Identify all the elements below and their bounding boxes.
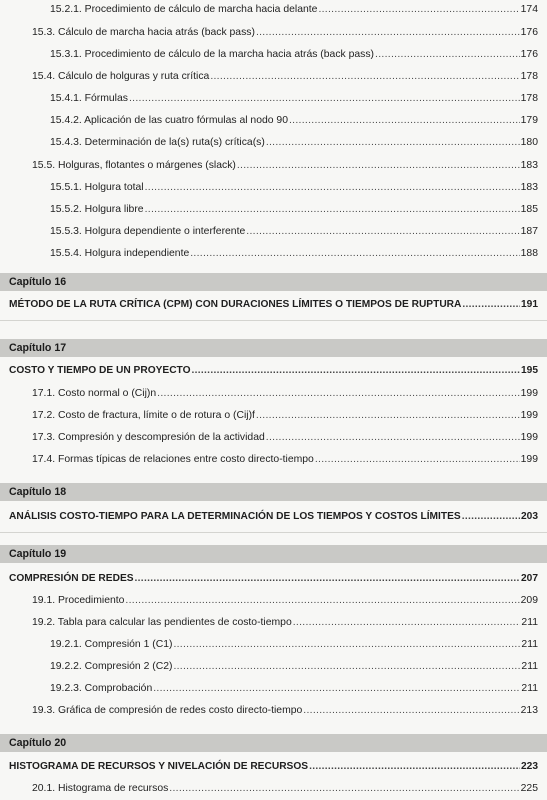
toc-entry-15-5-4 [50,247,538,261]
toc-entry-15-4-2 [50,114,538,128]
section-divider [0,532,547,533]
toc-entry-chapter-17 [9,364,538,378]
chapter-header-19: Capítulo 19 [0,545,547,563]
entry-title: COMPRESIÓN DE REDES [9,573,134,584]
entry-page-number: 203 [521,511,538,522]
entry-title: 17.1. Costo normal o (Cij)n [32,388,157,399]
toc-entry-chapter-18 [9,510,538,524]
entry-page-number: 207 [521,573,538,584]
entry-page-number: 213 [520,705,538,716]
toc-entry-15-2-1 [50,3,538,17]
section-divider [0,320,547,321]
toc-entry-17-4 [32,453,538,467]
entry-title: 19.2.2. Compresión 2 (C2) [50,661,173,672]
entry-title: 15.4.1. Fórmulas [50,93,128,104]
entry-title: 17.3. Compresión y descompresión de la actividad [32,432,265,443]
toc-entry-chapter-20 [9,760,538,774]
entry-page-number: 187 [520,226,538,237]
entry-page-number: 176 [520,27,538,38]
chapter-header-17: Capítulo 17 [0,339,547,357]
dot-leader [210,70,519,84]
dot-leader [462,510,520,524]
toc-entry-15-4-1 [50,92,538,106]
dot-leader [318,3,519,17]
toc-entry-15-4-3 [50,136,538,150]
entry-title: 15.4.2. Aplicación de las cuatro fórmulas al nodo 90 [50,115,288,126]
entry-page-number: 174 [520,4,538,15]
entry-page-number: 199 [520,454,538,465]
entry-page-number: 179 [520,115,538,126]
entry-page-number: 178 [520,93,538,104]
dot-leader [125,594,519,608]
entry-title: 15.5.4. Holgura independiente [50,248,190,259]
entry-page-number: 199 [520,410,538,421]
entry-title: 19.3. Gráfica de compresión de redes costo directo-tiempo [32,705,303,716]
entry-title: 19.2.3. Comprobación [50,683,153,694]
toc-entry-15-5 [32,159,538,173]
toc-entry-15-3 [32,26,538,40]
chapter-header-20: Capítulo 20 [0,734,547,752]
toc-entry-15-4 [32,70,538,84]
entry-title: 19.2. Tabla para calcular las pendientes de costo-tiempo [32,617,292,628]
entry-title: 20.1. Histograma de recursos [32,783,169,794]
toc-entry-19-2 [32,616,538,630]
entry-title: 17.4. Formas típicas de relaciones entre costo directo-tiempo [32,454,314,465]
toc-entry-19-3 [32,704,538,718]
entry-title: 15.2.1. Procedimiento de cálculo de marcha hacia delante [50,4,318,15]
dot-leader [246,225,519,239]
dot-leader [309,760,520,774]
toc-entry-17-3 [32,431,538,445]
dot-leader [135,572,520,586]
entry-page-number: 211 [521,617,538,628]
toc-entry-chapter-19 [9,572,538,586]
dot-leader [315,453,520,467]
entry-title: 15.4.3. Determinación de la(s) ruta(s) crítica(s) [50,137,265,148]
dot-leader [173,638,520,652]
entry-page-number: 180 [520,137,538,148]
toc-entry-17-2 [32,409,538,423]
entry-title: HISTOGRAMA DE RECURSOS Y NIVELACIÓN DE RECURSOS [9,761,309,772]
dot-leader [293,616,521,630]
entry-title: 17.2. Costo de fractura, límite o de rotura o (Cij)f [32,410,255,421]
dot-leader [375,48,520,62]
entry-title: COSTO Y TIEMPO DE UN PROYECTO [9,365,191,376]
entry-page-number: 225 [520,783,538,794]
toc-entry-19-1 [32,594,538,608]
toc-entry-17-1 [32,387,538,401]
entry-page-number: 211 [521,639,538,650]
dot-leader [289,114,520,128]
entry-page-number: 183 [520,182,538,193]
entry-title: 19.2.1. Compresión 1 (C1) [50,639,173,650]
entry-page-number: 223 [521,761,538,772]
entry-title: 19.1. Procedimiento [32,595,125,606]
dot-leader [157,387,519,401]
entry-page-number: 191 [521,299,538,310]
entry-page-number: 209 [520,595,538,606]
dot-leader [190,247,519,261]
entry-title: 15.5.3. Holgura dependiente o interferente [50,226,246,237]
entry-title: 15.4. Cálculo de holguras y ruta crítica [32,71,210,82]
toc-entry-chapter-16 [9,298,538,312]
toc-entry-15-3-1 [50,48,538,62]
entry-page-number: 199 [520,432,538,443]
dot-leader [266,136,520,150]
toc-entry-15-5-1 [50,181,538,195]
dot-leader [266,431,520,445]
toc-entry-19-2-1 [50,638,538,652]
entry-title: ANÁLISIS COSTO-TIEMPO PARA LA DETERMINACIÓN DE LOS TIEMPOS Y COSTOS LÍMITES [9,511,461,522]
dot-leader [145,203,520,217]
toc-entry-15-5-3 [50,225,538,239]
chapter-header-18: Capítulo 18 [0,483,547,501]
entry-page-number: 188 [520,248,538,259]
entry-page-number: 211 [521,683,538,694]
entry-page-number: 195 [521,365,538,376]
entry-title: 15.5.1. Holgura total [50,182,144,193]
dot-leader [237,159,520,173]
dot-leader [303,704,519,718]
dot-leader [173,660,520,674]
entry-title: 15.5.2. Holgura libre [50,204,144,215]
toc-entry-19-2-2 [50,660,538,674]
entry-title: 15.3.1. Procedimiento de cálculo de la marcha hacia atrás (back pass) [50,49,375,60]
entry-title: MÉTODO DE LA RUTA CRÍTICA (CPM) CON DURACIONES LÍMITES O TIEMPOS DE RUPTURA [9,299,462,310]
dot-leader [256,26,520,40]
entry-page-number: 185 [520,204,538,215]
dot-leader [256,409,520,423]
entry-title: 15.3. Cálculo de marcha hacia atrás (back pass) [32,27,255,38]
dot-leader [192,364,520,378]
entry-page-number: 178 [520,71,538,82]
toc-entry-15-5-2 [50,203,538,217]
chapter-header-16: Capítulo 16 [0,273,547,291]
dot-leader [169,782,519,796]
dot-leader [145,181,520,195]
entry-page-number: 199 [520,388,538,399]
entry-title: 15.5. Holguras, flotantes o márgenes (slack) [32,160,236,171]
toc-entry-20-1 [32,782,538,796]
entry-page-number: 211 [521,661,538,672]
toc-entry-19-2-3 [50,682,538,696]
dot-leader [153,682,520,696]
dot-leader [462,298,520,312]
dot-leader [129,92,520,106]
entry-page-number: 183 [520,160,538,171]
entry-page-number: 176 [520,49,538,60]
